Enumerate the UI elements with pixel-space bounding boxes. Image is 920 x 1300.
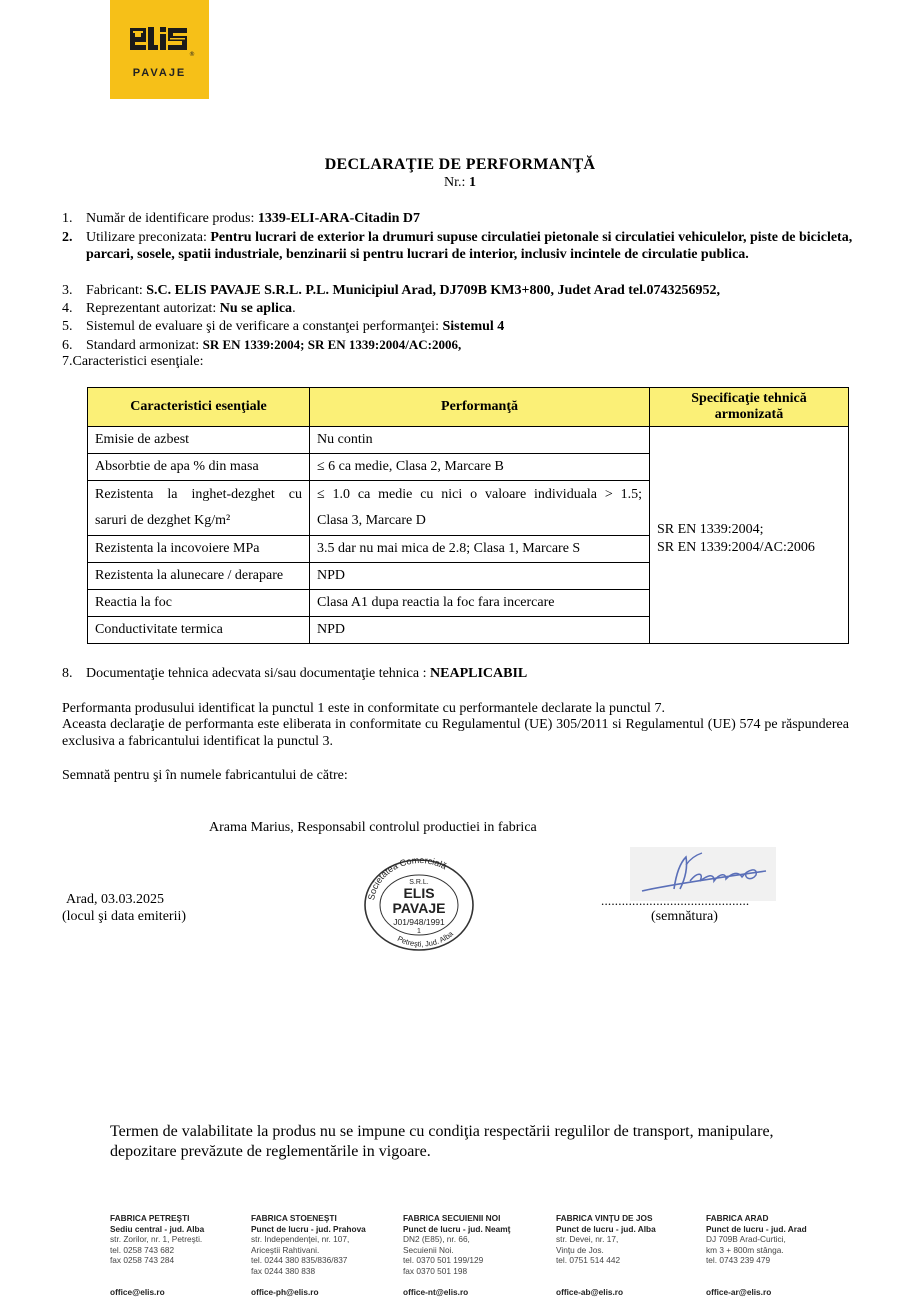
document-number: Nr.: 1 — [444, 175, 476, 190]
svg-text:Petreşti, Jud. Alba — [396, 929, 456, 949]
footer-title: FABRICA VINŢU DE JOS — [556, 1213, 653, 1223]
characteristic-cell: Rezistenta la inghet-dezghet cu saruri de dezghet Kg/m² — [88, 481, 310, 536]
stamp-registration: J01/948/1991 — [393, 917, 445, 927]
specification-line: SR EN 1339:2004; — [657, 522, 764, 537]
footer-subtitle: Punct de lucru - jud. Arad — [706, 1223, 807, 1234]
characteristic-cell: Absorbtie de apa % din masa — [88, 454, 310, 481]
footer-line: tel. 0743 239 479 — [706, 1255, 771, 1266]
item-technical-documentation: 8. Documentaţie tehnica adecvata si/sau documentaţie tehnica : NEAPLICABIL — [62, 666, 528, 681]
validity-note: Termen de valabilitate la produs nu se impune cu condiţia respectării regulilor de transport, manipulare, depozitare prevăzute de reglementările in vigoare. — [110, 1123, 774, 1160]
conformity-statement: Performanta produsului identificat la punctul 1 este in conformitate cu performantele declarate la punctul 7. — [62, 701, 665, 716]
performance-table — [87, 387, 849, 644]
item-intended-use: 2. Utilizare preconizata: Pentru lucrari de exterior la drumuri supuse circulatiei pietonale si circulatiei vehiculelor, piste de bicicleta, parcari, sosele, spatii industriale, benzinarii si pentru lucrari de interior, inclusiv incintele de circulatie publica. — [62, 230, 853, 262]
performance-cell: Clasa A1 dupa reactia la foc fara incercare — [310, 590, 650, 617]
performance-cell: Nu contin — [310, 427, 650, 454]
header-specification: Specificaţie tehnică armonizată — [650, 388, 849, 427]
specification-line: SR EN 1339:2004/AC:2006 — [657, 540, 815, 555]
place-date: Arad, 03.03.2025 — [66, 892, 164, 907]
header-characteristics: Caracteristici esenţiale — [88, 388, 310, 427]
characteristic-cell: Emisie de azbest — [88, 427, 310, 454]
performance-cell: 3.5 dar nu mai mica de 2.8; Clasa 1, Marcare S — [310, 536, 650, 563]
stamp-name-2: PAVAJE — [392, 900, 446, 916]
footer-line: tel. 0258 743 682 — [110, 1244, 175, 1255]
characteristic-cell: Conductivitate termica — [88, 617, 310, 644]
regulation-statement: Aceasta declaraţie de performanta este eliberata in conformitate cu Regulamentul (UE) 305/2011 si Regulamentul (UE) 574 pe răspunderea exclusiva a fabricantului identificat la punctul 3. — [62, 717, 849, 749]
item-assessment-system: 5. Sistemul de evaluare şi de verificare a constanţei performanţei: Sistemul 4 — [62, 319, 505, 334]
footer-subtitle: Punct de lucru - jud. Prahova — [251, 1223, 366, 1234]
stamp-name-1: ELIS — [403, 885, 435, 901]
logo-tagline: PAVAJE — [132, 67, 187, 79]
company-logo — [110, 0, 209, 99]
footer-line: DN2 (E85), nr. 66, — [403, 1234, 470, 1245]
header-performance: Performanţă — [310, 388, 650, 427]
footer-email: office-ph@elis.ro — [251, 1287, 319, 1297]
stamp-number: 1 — [417, 928, 421, 935]
footer-title: FABRICA ARAD — [706, 1213, 769, 1223]
footer-line: str. Independenţei, nr. 107, — [251, 1234, 350, 1245]
item-authorized-representative: 4. Reprezentant autorizat: Nu se aplica. — [62, 301, 296, 316]
registered-mark: ® — [189, 51, 195, 58]
footer-line: str. Zorilor, nr. 1, Petreşti. — [110, 1234, 203, 1245]
footer-line: tel. 0751 514 442 — [556, 1255, 621, 1266]
stamp-bottom-text: Petreşti, Jud. Alba — [395, 929, 455, 949]
table-row — [88, 427, 849, 454]
signature-line: ........................................... — [601, 893, 750, 908]
item-manufacturer: 3. Fabricant: S.C. ELIS PAVAJE S.R.L. P.L. Municipiul Arad, DJ709B KM3+800, Judet Arad tel.0743256952, — [62, 283, 721, 298]
footer-arad — [706, 1213, 846, 1297]
footer-title: FABRICA SECUIENII NOI — [403, 1213, 501, 1223]
footer-line: Ariceştii Rahtivani. — [251, 1244, 320, 1255]
footer-email: office-ar@elis.ro — [706, 1287, 772, 1297]
signed-for-label: Semnată pentru şi în numele fabricantului de către: — [62, 768, 348, 783]
footer-subtitle: Sediu central - jud. Alba — [110, 1223, 205, 1234]
footer-petresti — [110, 1213, 245, 1297]
footer-line: tel. 0244 380 835/836/837 — [251, 1255, 348, 1266]
footer-line: tel. 0370 501 199/129 — [403, 1255, 484, 1266]
characteristic-cell: Rezistenta la incovoiere MPa — [88, 536, 310, 563]
footer-line: fax 0244 380 838 — [251, 1265, 316, 1276]
footer-title: FABRICA PETREŞTI — [110, 1213, 190, 1223]
place-date-label: (locul şi data emiterii) — [62, 909, 187, 924]
elis-logo-mark — [110, 0, 209, 70]
company-stamp — [362, 858, 476, 952]
footer-title: FABRICA STOENEŞTI — [251, 1213, 337, 1223]
performance-cell: ≤ 6 ca medie, Clasa 2, Marcare B — [310, 454, 650, 481]
item-essential-characteristics: 7.Caracteristici esenţiale: — [62, 354, 204, 369]
footer-email: office-nt@elis.ro — [403, 1287, 469, 1297]
table-header-row — [88, 388, 849, 427]
footer-line: fax 0370 501 198 — [403, 1265, 468, 1276]
footer-stoenesti — [251, 1213, 396, 1297]
performance-cell: NPD — [310, 617, 650, 644]
footer-vintu-de-jos — [556, 1213, 696, 1297]
footer-line: km 3 + 800m stânga. — [706, 1244, 784, 1255]
footer-secuienii-noi — [403, 1213, 548, 1297]
signature-label: (semnătura) — [651, 909, 718, 924]
footer-line: str. Devei, nr. 17, — [556, 1234, 619, 1245]
characteristic-cell: Reactia la foc — [88, 590, 310, 617]
signatory-name: Arama Marius, Responsabil controlul productiei in fabrica — [209, 820, 537, 835]
specification-cell — [650, 427, 849, 644]
item-product-id: 1. Număr de identificare produs: 1339-ELI-ARA-Citadin D7 — [62, 211, 421, 226]
footer-line: fax 0258 743 284 — [110, 1255, 175, 1266]
footer-line: DJ 709B Arad-Curtici, — [706, 1234, 786, 1245]
footer-email: office@elis.ro — [110, 1287, 165, 1297]
footer-subtitle: Punct de lucru - jud. Alba — [556, 1223, 656, 1234]
characteristic-cell: Rezistenta la alunecare / derapare — [88, 563, 310, 590]
stamp-srl: S.R.L. — [409, 879, 429, 886]
footer-subtitle: Punct de lucru - jud. Neamţ — [403, 1223, 511, 1234]
item-harmonised-standard: 6. Standard armonizat: SR EN 1339:2004; SR EN 1339:2004/AC:2006, — [62, 337, 462, 353]
document-title: DECLARAŢIE DE PERFORMANŢĂ — [324, 156, 596, 173]
footer-line: Secuienii Noi. — [403, 1244, 454, 1255]
performance-cell: NPD — [310, 563, 650, 590]
stamp-top-text: Societatea Comercială — [366, 858, 449, 901]
footer-line: Vinţu de Jos. — [556, 1244, 604, 1255]
footer-email: office-ab@elis.ro — [556, 1287, 624, 1297]
performance-cell: ≤ 1.0 ca medie cu nici o valoare individuala > 1.5; Clasa 3, Marcare D — [310, 481, 650, 536]
